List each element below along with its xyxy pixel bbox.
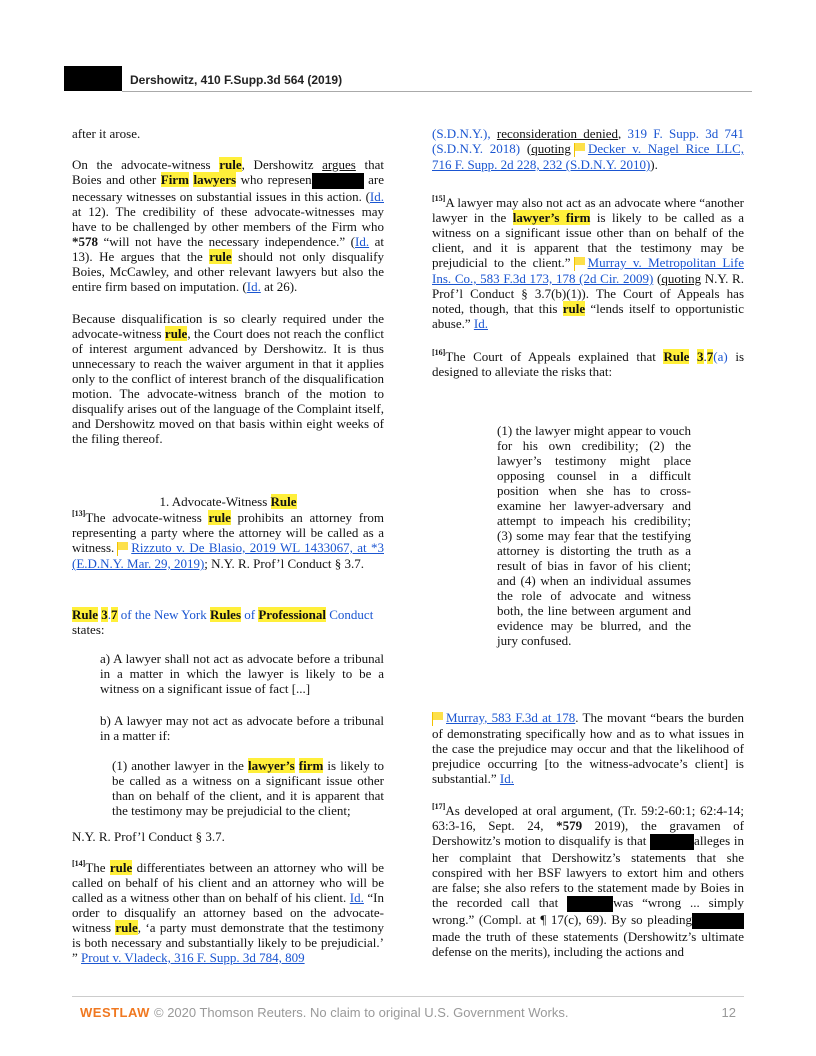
id-link[interactable]: Id. (349, 890, 364, 905)
flag-icon[interactable] (574, 257, 585, 271)
flag-icon[interactable] (117, 542, 128, 556)
search-hit: lawyer’s (247, 758, 295, 773)
search-hit: lawyers (193, 172, 237, 187)
paragraph-right-4: Murray, 583 F.3d at 178. The movant “bears the burden of demonstrating specifically how and as to what issues in the case the prejudice may occur and that the likelihood of prejudice occurring [to the witness-advocate’s client] is substantial.” Id. (432, 710, 744, 787)
id-link[interactable]: Id. (246, 279, 261, 295)
westlaw-logo: WESTLAW (80, 1005, 150, 1020)
headnote-marker[interactable]: [16] (432, 348, 446, 357)
search-hit: rule (209, 249, 232, 265)
search-hit: Professional (258, 607, 327, 622)
search-hit: rule (109, 860, 133, 875)
redaction-box (64, 66, 122, 91)
paragraph-left-3: Because disqualification is so clearly required under the advocate-witness rule, the Court does not reach the conflict of interest argument advanced by Dershowitz. It is thus unnecessary to reach the waiver argument in that it applies only to the conflict of interest branch of the disqualification motion. The advocate-witness branch of the motion to disqualify arises out of the language of the Complaint itself, and Dershowitz moved on that basis within eight weeks of the filing thereof. (72, 311, 384, 446)
search-hit: lawyer’s firm (512, 210, 591, 225)
paragraph-left-7: [14]The rule differentiates between an attorney who will be called on behalf of his client and an attorney who will be called as a witness other than on behalf of his client. Id. “In order to disqualify an attorney based on the advocate-witness rule, ‘a party must demonstrate that the testimony is both necessary and substantially likely to be prejudicial.’ ” Prout v. Vladeck, 316 F. Supp. 3d 784, 809 (72, 859, 385, 965)
search-hit: 7 (111, 607, 118, 622)
search-hit: rule (208, 510, 231, 525)
search-hit: Rules (209, 607, 242, 622)
search-hit: firm (298, 758, 324, 773)
paragraph-right-2: [15]A lawyer may also not act as an advocate where “another lawyer in the lawyer’s firm is likely to be called as a witness on a significant issue other than on behalf of the client, and it is apparent that the testimony may be prejudicial to the client.” Murray v. Metropolitan Life Ins. Co., 583 F.3d 173, 178 (2d Cir. 2009) (quoting N.Y. R. Prof’l Conduct § 3.7(b)(1)). The Court of Appeals has noted, though, that this rule “lends itself to opportunistic abuse.” Id. (432, 194, 744, 332)
redaction-box (692, 913, 744, 929)
citation-link[interactable]: Decker v. Nagel Rice LLC, 716 F. Supp. 2d 228, 232 (S.D.N.Y. 2010) (432, 141, 744, 173)
search-hit: rule (164, 326, 188, 341)
quoted-rule-a: a) A lawyer shall not act as advocate before a tribunal in a matter in which the lawyer is likely to be a witness on a significant issue of fact [...] (100, 651, 384, 696)
redaction-box (567, 896, 613, 912)
search-hit: rule (115, 920, 138, 935)
search-hit: rule (219, 157, 242, 172)
search-hit: Rule (72, 607, 98, 622)
flag-icon[interactable] (574, 143, 585, 157)
search-hit: 7 (706, 349, 714, 364)
citation-link[interactable]: Prout v. Vladeck, 316 F. Supp. 3d 784, 809 (81, 950, 305, 965)
headnote-marker[interactable]: [13] (72, 509, 86, 518)
running-header (64, 66, 752, 92)
id-link[interactable]: Id. (499, 771, 514, 787)
citation-link[interactable]: Murray v. Metropolitan Life Ins. Co., 583 F.3d 173, 178 (2d Cir. 2009) (432, 255, 744, 287)
page-number: 12 (721, 1005, 736, 1020)
headnote-marker[interactable]: [15] (432, 194, 446, 203)
search-hit: 3 (697, 349, 704, 364)
footer-divider (72, 996, 744, 997)
id-link[interactable]: Id. (369, 189, 384, 205)
section-heading: 1. Advocate-Witness Rule (159, 494, 297, 509)
id-link[interactable]: Id. (355, 234, 370, 250)
search-hit: 3 (101, 607, 108, 622)
paragraph-left-2: On the advocate-witness rule, Dershowitz argues that Boies and other Firm lawyers who represen are necessary witnesses on substantial issues in this action. (Id. at 12). The credibility of these advocate-witnesses may have to be challenged by other members of the Firm who *578 “will not have the necessary independence.” (Id. at 13). He argues that the rule should not only disqualify Boies, McCawley, and other relevant lawyers but also the entire firm based on imputation. (Id. at 26). (72, 157, 385, 295)
redaction-box (312, 173, 364, 189)
case-title: Dershowitz, 410 F.Supp.3d 564 (2019) (130, 73, 343, 87)
redaction-box (650, 834, 694, 850)
citation-link[interactable]: Rizzuto v. De Blasio, 2019 WL 1433067, at *3 (E.D.N.Y. Mar. 29, 2019) (72, 540, 384, 572)
quoted-risks: (1) the lawyer might appear to vouch for his own credibility; (2) the lawyer’s testimony might place opposing counsel in a difficult position when she has to cross-examine her lawyer-adversary and attempt to impeach his credibility; (3) some may fear that the testifying attorney is distorting the truth as a result of bias in favor of his client; and (4) when an individual assumes the role of advocate and witness both, the line between argument and evidence may be blurred, and the jury confused. (497, 423, 691, 648)
flag-icon[interactable] (432, 712, 443, 726)
headnote-marker[interactable]: [14] (72, 859, 86, 868)
search-hit: Rule (270, 494, 297, 509)
paragraph-right-3: [16]The Court of Appeals explained that Rule 3.7(a) is designed to alleviate the risks that: (432, 348, 744, 379)
citation-link[interactable]: Murray, 583 F.3d at 178 (446, 710, 576, 725)
paragraph-right-5: [17]As developed at oral argument, (Tr. 59:2-60:1; 62:4-14; 63:3-16, Sept. 24, *579 2019), the gravamen of Dershowitz’s motion to disqualify is that alleges in her complaint that Dershowitz’s statements that she conspired with her BSF lawyers to extort him and others are false; she also refers to the statement made by Boies in the recorded call that was “wrong ... simply wrong.” (Compl. at ¶ 17(c), 69). By so pleading made the truth of these statements (Dershowitz’s ultimate defense on the merits), including the actions and (432, 802, 744, 960)
paragraph-left-4: [13]The advocate-witness rule prohibits an attorney from representing a party where the attorney will be called as a witness. Rizzuto v. De Blasio, 2019 WL 1433067, at *3 (E.D.N.Y. Mar. 29, 2019); N.Y. R. Prof’l Conduct § 3.7. (72, 509, 385, 572)
search-hit: rule (562, 301, 586, 317)
header-divider (122, 91, 752, 92)
paragraph-left-5: Rule 3.7 of the New York Rules of Professional Conduct states: (72, 607, 374, 637)
paragraph-right-1: (S.D.N.Y.), reconsideration denied, 319 F. Supp. 3d 741 (S.D.N.Y. 2018) (quoting Decker v. Nagel Rice LLC, 716 F. Supp. 2d 228, 232 (S.D.N.Y. 2010)). (432, 126, 744, 173)
paragraph-left-6: N.Y. R. Prof’l Conduct § 3.7. (72, 829, 225, 844)
headnote-marker[interactable]: [17] (432, 802, 446, 811)
id-link[interactable]: Id. (473, 316, 488, 332)
quoted-rule-b1: (1) another lawyer in the lawyer’s firm is likely to be called as a witness on a significant issue other than on behalf of the client, and it is apparent that the testimony may be prejudicial to the client; (112, 758, 385, 818)
copyright-notice: © 2020 Thomson Reuters. No claim to original U.S. Government Works. (154, 1005, 569, 1020)
search-hit: Rule (663, 349, 690, 364)
quoted-rule-b: b) A lawyer may not act as advocate before a tribunal in a matter if: (100, 713, 384, 743)
paragraph-left-1: after it arose. (72, 126, 141, 141)
page-footer (72, 1003, 744, 1021)
search-hit: Firm (160, 172, 189, 187)
